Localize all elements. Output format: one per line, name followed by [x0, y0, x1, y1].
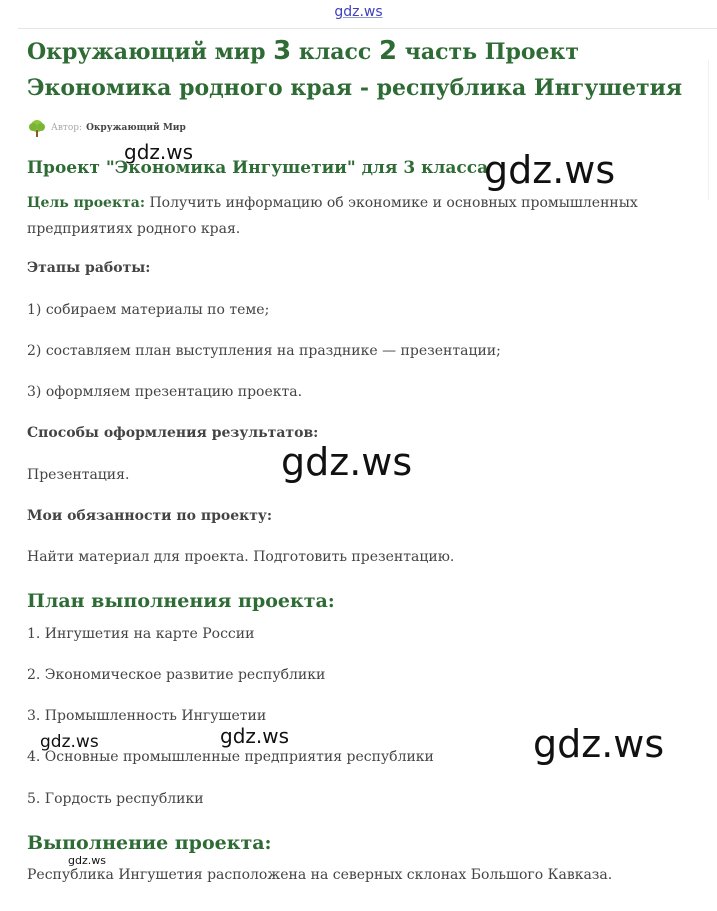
author-prefix: Автор: — [51, 123, 83, 133]
plan-item: 1. Ингушетия на карте России — [27, 626, 255, 642]
execution-text: Республика Ингушетия расположена на северных склонах Большого Кавказа. — [27, 867, 613, 883]
sidebar-edge — [708, 60, 717, 200]
watermark: gdz.ws — [484, 148, 616, 192]
execution-heading: Выполнение проекта: — [27, 832, 272, 854]
stage-item: 2) составляем план выступления на празднике — презентации; — [27, 343, 501, 359]
stage-item: 3) оформляем презентацию проекта. — [27, 384, 303, 400]
plan-item: 4. Основные промышленные предприятия республики — [27, 749, 434, 765]
methods-text: Презентация. — [27, 467, 130, 483]
plan-heading: План выполнения проекта: — [27, 590, 335, 612]
goal-paragraph — [27, 190, 647, 242]
author-name-link[interactable]: Окружающий Мир — [86, 123, 186, 133]
site-logo-link[interactable]: gdz.ws — [334, 4, 383, 20]
watermark: gdz.ws — [124, 140, 194, 164]
author-line — [27, 118, 186, 138]
stage-item: 1) собираем материалы по теме; — [27, 302, 270, 318]
watermark: gdz.ws — [68, 854, 106, 867]
watermark: gdz.ws — [533, 722, 665, 766]
plan-item: 5. Гордость республики — [27, 791, 204, 807]
goal-label: Цель проекта: — [27, 195, 145, 211]
tree-icon — [27, 118, 47, 138]
page-title: Окружающий мир 3 класс 2 часть Проект Экономика родного края - республика Ингушетия — [27, 36, 683, 101]
watermark: gdz.ws — [281, 440, 413, 484]
plan-item: 2. Экономическое развитие республики — [27, 667, 326, 683]
watermark: gdz.ws — [220, 724, 290, 748]
stages-label: Этапы работы: — [27, 260, 151, 276]
header-divider — [18, 28, 717, 29]
watermark: gdz.ws — [40, 732, 99, 752]
project-subheading: Проект "Экономика Ингушетии" для 3 класса — [27, 158, 489, 178]
plan-item: 3. Промышленность Ингушетии — [27, 708, 267, 724]
methods-label: Способы оформления результатов: — [27, 425, 319, 441]
goal-text: Получить информацию об экономике и основных промышленных предприятиях родного края. — [27, 195, 638, 237]
duties-text: Найти материал для проекта. Подготовить презентацию. — [27, 549, 455, 565]
duties-label: Мои обязанности по проекту: — [27, 508, 273, 524]
